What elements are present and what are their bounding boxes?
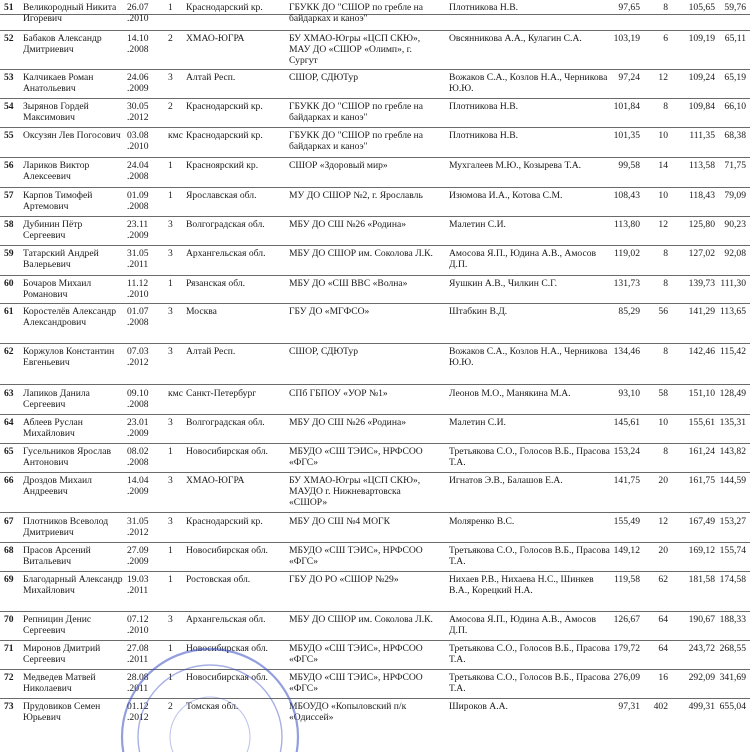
row-number: 69 <box>4 574 14 585</box>
row-divider <box>0 611 750 612</box>
row-number: 64 <box>4 417 14 428</box>
penalty: 12 <box>658 72 668 83</box>
row-number: 73 <box>4 701 14 712</box>
row-number: 60 <box>4 278 14 289</box>
lag: 90,23 <box>724 219 746 230</box>
coach: Моляренко В.С. <box>449 516 515 527</box>
result: 142,46 <box>688 346 715 357</box>
row-divider <box>0 157 750 158</box>
lag: 128,49 <box>719 388 746 399</box>
athlete-name: Татарский Андрей Валерьевич <box>23 248 99 271</box>
time: 101,35 <box>613 130 640 141</box>
birth-date: 28.08 .2011 <box>127 672 149 695</box>
sport-rank: 2 <box>168 101 173 112</box>
birth-date: 07.12 .2010 <box>127 614 149 637</box>
row-divider <box>0 512 750 513</box>
athlete-name: Благодарный Александр Михайлович <box>23 574 123 597</box>
row-number: 65 <box>4 446 14 457</box>
result: 161,75 <box>688 475 715 486</box>
athlete-name: Дубинин Пётр Сергеевич <box>23 219 83 242</box>
row-number: 62 <box>4 346 14 357</box>
row-divider <box>0 127 750 128</box>
sport-rank: 3 <box>168 516 173 527</box>
penalty: 12 <box>658 219 668 230</box>
lag: 341,69 <box>719 672 746 683</box>
penalty: 16 <box>658 672 668 683</box>
region: Краснодарский кр. <box>186 101 263 112</box>
sport-rank: кмс <box>168 388 183 399</box>
sport-rank: 3 <box>168 614 173 625</box>
row-divider <box>0 414 750 415</box>
coach: Овсянникова А.А., Кулагин С.А. <box>449 33 582 44</box>
row-divider <box>0 303 750 304</box>
time: 93,10 <box>618 388 640 399</box>
time: 113,80 <box>613 219 640 230</box>
birth-date: 01.12 .2012 <box>127 701 149 724</box>
coach: Малетин С.И. <box>449 219 506 230</box>
coach: Третьякова С.О., Голосов В.Б., Прасова Т.А. <box>449 545 610 568</box>
region: Новосибирская обл. <box>186 643 268 654</box>
club: МУ ДО СШОР №2, г. Ярославль <box>289 190 423 201</box>
region: Волгоградская обл. <box>186 417 265 428</box>
penalty: 56 <box>658 306 668 317</box>
sport-rank: 1 <box>168 190 173 201</box>
result: 155,61 <box>688 417 715 428</box>
result: 105,65 <box>688 2 715 13</box>
result: 169,12 <box>688 545 715 556</box>
sport-rank: кмс <box>168 130 183 141</box>
coach: Изюмова И.А., Котова С.М. <box>449 190 563 201</box>
time: 97,31 <box>618 701 640 712</box>
birth-date: 30.05 .2012 <box>127 101 149 124</box>
time: 141,75 <box>613 475 640 486</box>
club: БУ ХМАО-Югры «ЦСП СКЮ», МАУ ДО «СШОР «Олимп», г. Сургут <box>289 33 421 67</box>
club: МБУДО «СШ ТЭИС», НРФСОО «ФГС» <box>289 672 423 695</box>
club: ГБУКК ДО "СШОР по гребле на байдарках и каноэ" <box>289 101 424 124</box>
row-number: 58 <box>4 219 14 230</box>
penalty: 8 <box>663 2 668 13</box>
row-divider <box>0 275 750 276</box>
penalty: 8 <box>663 248 668 259</box>
row-divider <box>0 571 750 572</box>
club: МБУ ДО СШ №4 МОГК <box>289 516 390 527</box>
time: 108,43 <box>613 190 640 201</box>
result: 181,58 <box>688 574 715 585</box>
coach: Плотникова Н.В. <box>449 101 519 112</box>
sport-rank: 1 <box>168 446 173 457</box>
penalty: 64 <box>658 614 668 625</box>
row-divider <box>0 542 750 543</box>
row-number: 55 <box>4 130 14 141</box>
club: МБУ ДО СШ №26 «Родина» <box>289 417 407 428</box>
penalty: 402 <box>653 701 668 712</box>
result: 109,84 <box>688 101 715 112</box>
penalty: 62 <box>658 574 668 585</box>
result: 190,67 <box>688 614 715 625</box>
row-number: 68 <box>4 545 14 556</box>
birth-date: 08.02 .2008 <box>127 446 149 469</box>
lag: 144,59 <box>719 475 746 486</box>
athlete-name: Зырянов Гордей Максимович <box>23 101 89 124</box>
sport-rank: 1 <box>168 672 173 683</box>
penalty: 10 <box>658 190 668 201</box>
result: 161,24 <box>688 446 715 457</box>
time: 101,84 <box>613 101 640 112</box>
coach: Амосова Я.П., Юдина А.В., Амосов Д.П. <box>449 248 597 271</box>
time: 97,24 <box>618 72 640 83</box>
region: Краснодарский кр. <box>186 516 263 527</box>
result: 111,35 <box>689 130 715 141</box>
penalty: 10 <box>658 417 668 428</box>
club: МБОУДО «Копыловский п/к «Одиссей» <box>289 701 407 724</box>
lag: 115,42 <box>719 346 746 357</box>
result: 292,09 <box>688 672 715 683</box>
birth-date: 31.05 .2011 <box>127 248 149 271</box>
athlete-name: Бочаров Михаил Романович <box>23 278 92 301</box>
result: 109,24 <box>688 72 715 83</box>
athlete-name: Коржулов Константин Евгеньевич <box>23 346 115 369</box>
athlete-name: Гусельников Ярослав Антонович <box>23 446 112 469</box>
region: ХМАО-ЮГРА <box>186 475 245 486</box>
birth-date: 23.11 .2009 <box>127 219 149 242</box>
region: Новосибирская обл. <box>186 672 268 683</box>
region: Ярославская обл. <box>186 190 257 201</box>
athlete-name: Карпов Тимофей Артемович <box>23 190 93 213</box>
penalty: 6 <box>663 33 668 44</box>
sport-rank: 1 <box>168 160 173 171</box>
penalty: 12 <box>658 516 668 527</box>
birth-date: 27.08 .2011 <box>127 643 149 666</box>
athlete-name: Медведев Матвей Николаевич <box>23 672 96 695</box>
row-number: 66 <box>4 475 14 486</box>
row-number: 52 <box>4 33 14 44</box>
club: СШОР, СДЮТур <box>289 346 359 357</box>
birth-date: 11.12 .2010 <box>127 278 149 301</box>
birth-date: 14.10 .2008 <box>127 33 149 56</box>
penalty: 8 <box>663 101 668 112</box>
result: 109,19 <box>688 33 715 44</box>
birth-date: 27.09 .2009 <box>127 545 149 568</box>
time: 153,24 <box>613 446 640 457</box>
birth-date: 24.04 .2008 <box>127 160 149 183</box>
club: МБУ ДО «СШ ВВС «Волна» <box>289 278 408 289</box>
time: 119,58 <box>613 574 640 585</box>
coach: Леонов М.О., Манякина М.А. <box>449 388 571 399</box>
result: 499,31 <box>688 701 715 712</box>
time: 119,02 <box>613 248 640 259</box>
athlete-name: Великородный Никита Игоревич <box>23 2 117 25</box>
row-number: 67 <box>4 516 14 527</box>
row-number: 71 <box>4 643 14 654</box>
athlete-name: Бабаков Александр Дмитриевич <box>23 33 102 56</box>
row-number: 57 <box>4 190 14 201</box>
coach: Третьякова С.О., Голосов В.Б., Прасова Т.А. <box>449 672 610 695</box>
birth-date: 31.05 .2012 <box>127 516 149 539</box>
result: 151,10 <box>688 388 715 399</box>
penalty: 10 <box>658 130 668 141</box>
lag: 143,82 <box>719 446 746 457</box>
row-divider <box>0 343 750 344</box>
birth-date: 14.04 .2009 <box>127 475 149 498</box>
row-divider <box>0 669 750 670</box>
lag: 66,10 <box>724 101 746 112</box>
region: ХМАО-ЮГРА <box>186 33 245 44</box>
coach: Штабкин В.Д. <box>449 306 508 317</box>
club: ГБУ ДО «МГФСО» <box>289 306 370 317</box>
sport-rank: 2 <box>168 701 173 712</box>
region: Алтай Респ. <box>186 72 236 83</box>
result: 118,43 <box>688 190 715 201</box>
region: Новосибирская обл. <box>186 545 268 556</box>
time: 276,09 <box>613 672 640 683</box>
row-number: 53 <box>4 72 14 83</box>
result: 127,02 <box>688 248 715 259</box>
athlete-name: Прудовиков Семен Юрьевич <box>23 701 101 724</box>
row-number: 59 <box>4 248 14 259</box>
row-divider <box>0 245 750 246</box>
time: 145,61 <box>613 417 640 428</box>
time: 126,67 <box>613 614 640 625</box>
region: Архангельская обл. <box>186 248 266 259</box>
region: Краснодарский кр. <box>186 2 263 13</box>
sport-rank: 3 <box>168 72 173 83</box>
lag: 65,19 <box>724 72 746 83</box>
club: СШОР, СДЮТур <box>289 72 359 83</box>
club: МБУ ДО СШОР им. Соколова Л.К. <box>289 248 433 259</box>
sport-rank: 3 <box>168 417 173 428</box>
penalty: 8 <box>663 346 668 357</box>
athlete-name: Прасов Арсений Витальевич <box>23 545 91 568</box>
row-divider <box>0 443 750 444</box>
sport-rank: 2 <box>168 33 173 44</box>
region: Краснодарский кр. <box>186 130 263 141</box>
club: МБУДО «СШ ТЭИС», НРФСОО «ФГС» <box>289 545 423 568</box>
time: 97,65 <box>618 2 640 13</box>
coach: Нихаев Р.В., Нихаева Н.С., Шинкев В.А., Корецкий Н.А. <box>449 574 594 597</box>
penalty: 58 <box>658 388 668 399</box>
lag: 59,76 <box>724 2 746 13</box>
sport-rank: 3 <box>168 219 173 230</box>
region: Архангельская обл. <box>186 614 266 625</box>
time: 149,12 <box>613 545 640 556</box>
coach: Третьякова С.О., Голосов В.Б., Прасова Т.А. <box>449 446 610 469</box>
lag: 113,65 <box>719 306 746 317</box>
birth-date: 07.03 .2012 <box>127 346 149 369</box>
sport-rank: 1 <box>168 545 173 556</box>
athlete-name: Калчикаев Роман Анатольевич <box>23 72 94 95</box>
lag: 655,04 <box>719 701 746 712</box>
penalty: 20 <box>658 475 668 486</box>
club: МБУДО «СШ ТЭИС», НРФСОО «ФГС» <box>289 643 423 666</box>
lag: 268,55 <box>719 643 746 654</box>
row-number: 54 <box>4 101 14 112</box>
row-number: 72 <box>4 672 14 683</box>
penalty: 8 <box>663 446 668 457</box>
time: 179,72 <box>613 643 640 654</box>
row-divider <box>0 30 750 31</box>
club: ГБУ ДО РО «СШОР №29» <box>289 574 399 585</box>
row-number: 63 <box>4 388 14 399</box>
region: Волгоградская обл. <box>186 219 265 230</box>
result: 141,29 <box>688 306 715 317</box>
birth-date: 09.10 .2008 <box>127 388 149 411</box>
athlete-name: Аблеев Руслан Михайлович <box>23 417 83 440</box>
birth-date: 01.07 .2008 <box>127 306 149 329</box>
club: ГБУКК ДО "СШОР по гребле на байдарках и каноэ" <box>289 130 424 153</box>
sport-rank: 3 <box>168 475 173 486</box>
sport-rank: 1 <box>168 643 173 654</box>
result: 243,72 <box>688 643 715 654</box>
birth-date: 19.03 .2011 <box>127 574 149 597</box>
row-divider <box>0 216 750 217</box>
row-number: 56 <box>4 160 14 171</box>
coach: Мухгалеев М.Ю., Козырева Т.А. <box>449 160 582 171</box>
coach: Третьякова С.О., Голосов В.Б., Прасова Т.А. <box>449 643 610 666</box>
result: 139,73 <box>688 278 715 289</box>
athlete-name: Лапиков Данила Сергеевич <box>23 388 90 411</box>
club: ГБУКК ДО "СШОР по гребле на байдарках и каноэ" <box>289 2 424 25</box>
time: 155,49 <box>613 516 640 527</box>
lag: 188,33 <box>719 614 746 625</box>
region: Москва <box>186 306 217 317</box>
row-divider <box>0 384 750 385</box>
coach: Вожаков С.А., Козлов Н.А., Черникова Ю.Ю. <box>449 346 608 369</box>
sport-rank: 1 <box>168 574 173 585</box>
athlete-name: Оксузян Лев Погосович <box>23 130 121 141</box>
athlete-name: Коростелёв Александр Александрович <box>23 306 117 329</box>
lag: 174,58 <box>719 574 746 585</box>
coach: Вожаков С.А., Козлов Н.А., Черникова Ю.Ю. <box>449 72 608 95</box>
region: Ростовская обл. <box>186 574 251 585</box>
row-divider <box>0 187 750 188</box>
sport-rank: 3 <box>168 248 173 259</box>
row-number: 61 <box>4 306 14 317</box>
lag: 79,09 <box>724 190 746 201</box>
row-number: 51 <box>4 2 14 13</box>
row-divider <box>0 640 750 641</box>
lag: 111,30 <box>720 278 746 289</box>
club: МБУДО «СШ ТЭИС», НРФСОО «ФГС» <box>289 446 423 469</box>
lag: 71,75 <box>724 160 746 171</box>
time: 85,29 <box>618 306 640 317</box>
result: 113,58 <box>688 160 715 171</box>
birth-date: 23.01 .2009 <box>127 417 149 440</box>
region: Томская обл. <box>186 701 239 712</box>
region: Новосибирская обл. <box>186 446 268 457</box>
time: 131,73 <box>613 278 640 289</box>
sport-rank: 3 <box>168 346 173 357</box>
club: СПб ГБПОУ «УОР №1» <box>289 388 388 399</box>
birth-date: 03.08 .2010 <box>127 130 149 153</box>
penalty: 64 <box>658 643 668 654</box>
club: СШОР «Здоровый мир» <box>289 160 388 171</box>
lag: 65,11 <box>724 33 746 44</box>
time: 134,46 <box>613 346 640 357</box>
row-number: 70 <box>4 614 14 625</box>
coach: Игнатов Э.В., Балашов Е.А. <box>449 475 563 486</box>
lag: 135,31 <box>719 417 746 428</box>
penalty: 8 <box>663 278 668 289</box>
sport-rank: 1 <box>168 2 173 13</box>
row-divider <box>0 698 750 699</box>
time: 99,58 <box>618 160 640 171</box>
row-divider <box>0 472 750 473</box>
penalty: 20 <box>658 545 668 556</box>
result: 167,49 <box>688 516 715 527</box>
birth-date: 01.09 .2008 <box>127 190 149 213</box>
sport-rank: 1 <box>168 278 173 289</box>
coach: Плотникова Н.В. <box>449 130 519 141</box>
coach: Широков А.А. <box>449 701 508 712</box>
coach: Плотникова Н.В. <box>449 2 519 13</box>
row-divider <box>0 98 750 99</box>
birth-date: 26.07 .2010 <box>127 2 149 25</box>
coach: Малетин С.И. <box>449 417 506 428</box>
lag: 153,27 <box>719 516 746 527</box>
athlete-name: Дроздов Михаил Андреевич <box>23 475 92 498</box>
club: МБУ ДО СШ №26 «Родина» <box>289 219 407 230</box>
club: БУ ХМАО-Югры «ЦСП СКЮ», МАУДО г. Нижневартовска «СШОР» <box>289 475 421 509</box>
lag: 155,74 <box>719 545 746 556</box>
time: 103,19 <box>613 33 640 44</box>
coach: Яушкин А.В., Чилкин С.Г. <box>449 278 557 289</box>
region: Рязанская обл. <box>186 278 246 289</box>
coach: Амосова Я.П., Юдина А.В., Амосов Д.П. <box>449 614 597 637</box>
athlete-name: Миронов Дмитрий Сергеевич <box>23 643 101 666</box>
birth-date: 24.06 .2009 <box>127 72 149 95</box>
sport-rank: 3 <box>168 306 173 317</box>
athlete-name: Репницин Денис Сергеевич <box>23 614 92 637</box>
lag: 68,38 <box>724 130 746 141</box>
athlete-name: Плотников Всеволод Дмитриевич <box>23 516 109 539</box>
region: Санкт-Петербург <box>186 388 257 399</box>
lag: 92,08 <box>724 248 746 259</box>
row-divider <box>0 69 750 70</box>
athlete-name: Лариков Виктор Алексеевич <box>23 160 90 183</box>
club: МБУ ДО СШОР им. Соколова Л.К. <box>289 614 433 625</box>
penalty: 14 <box>658 160 668 171</box>
result: 125,80 <box>688 219 715 230</box>
region: Красноярский кр. <box>186 160 259 171</box>
region: Алтай Респ. <box>186 346 236 357</box>
